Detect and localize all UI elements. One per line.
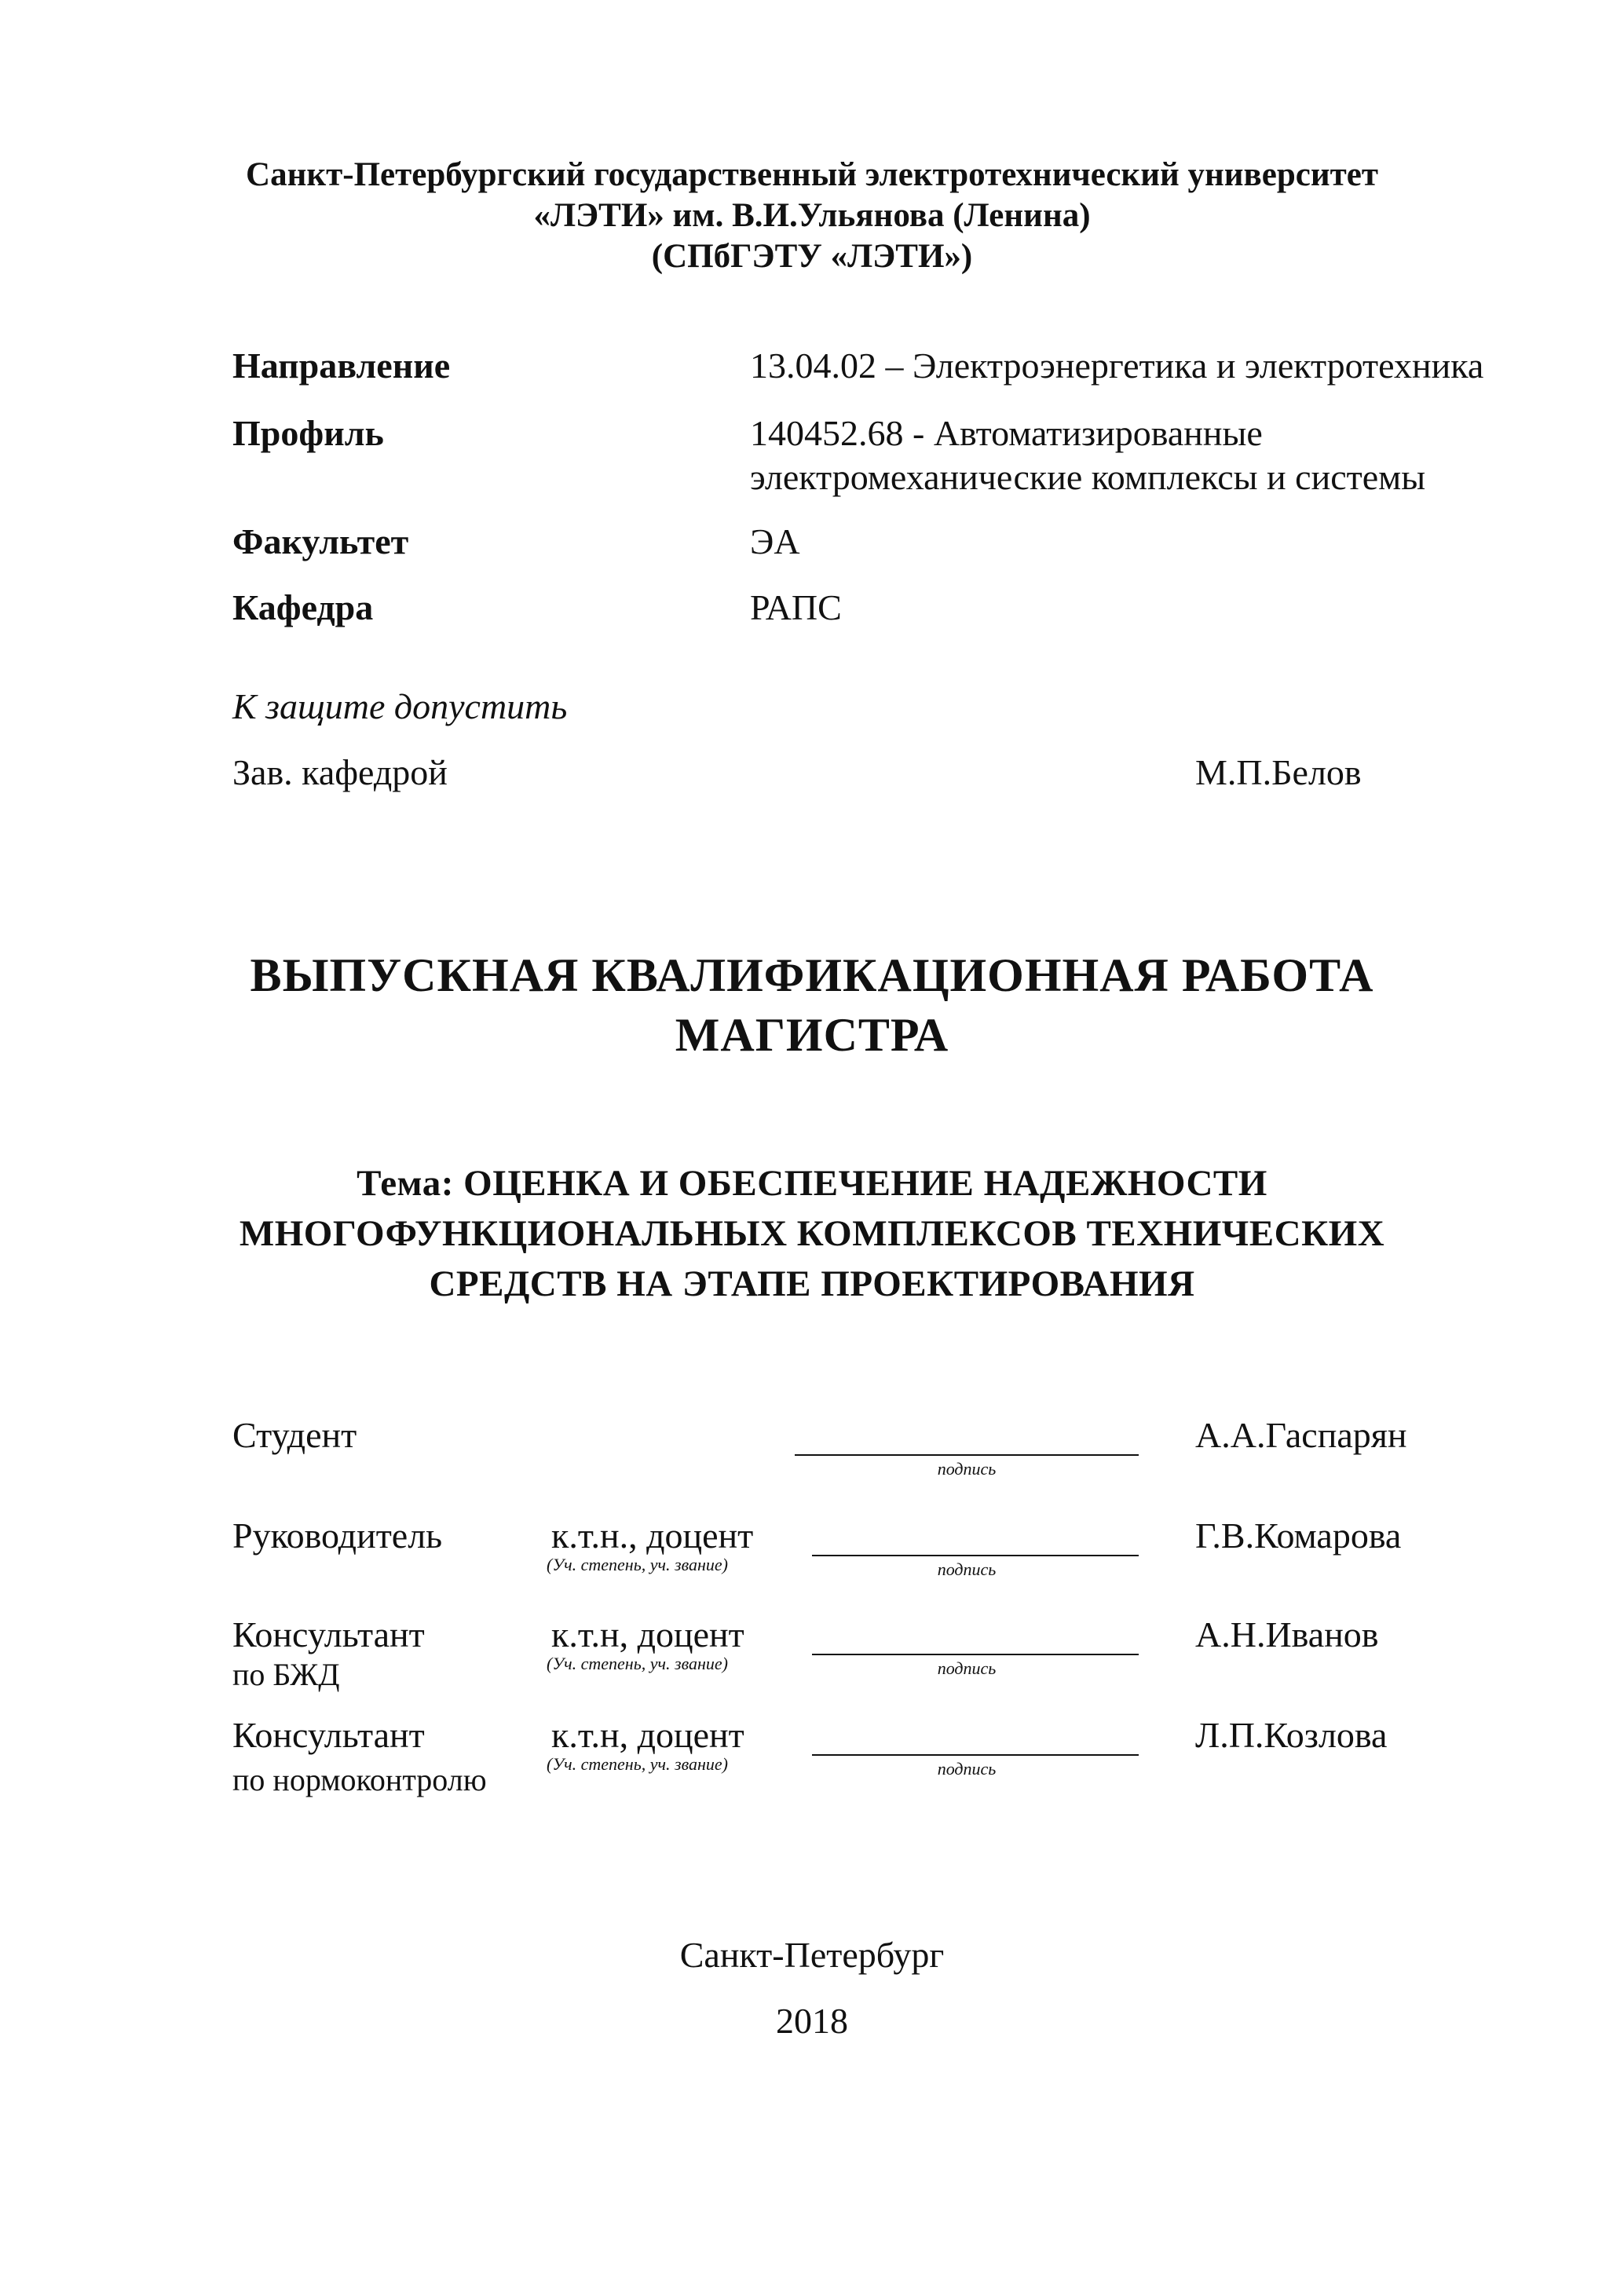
safety-consultant-signature-hint: подпись [937,1658,997,1678]
department-head-name: М.П.Белов [1195,752,1362,792]
standards-consultant-signature-hint: подпись [937,1759,997,1779]
topic-line3: СРЕДСТВ НА ЭТАПЕ ПРОЕКТИРОВАНИЯ [429,1263,1195,1304]
student-signature-hint: подпись [937,1459,997,1479]
safety-consultant-role: Консультант [232,1614,425,1654]
topic-prefix: Тема: [357,1163,454,1204]
safety-consultant-degree: к.т.н, доцент [551,1614,744,1654]
student-signature-line [795,1454,1139,1456]
supervisor-degree: к.т.н., доцент [551,1515,754,1556]
footer-city: Санкт-Петербург [679,1935,945,1975]
safety-consultant-signature-line [812,1654,1139,1655]
topic-text-line1: ОЦЕНКА И ОБЕСПЕЧЕНИЕ НАДЕЖНОСТИ [463,1163,1267,1204]
safety-consultant-role-detail: по БЖД [232,1657,340,1692]
university-named-after: «ЛЭТИ» им. В.И.Ульянова (Ленина) [533,197,1091,234]
direction-value: 13.04.02 – Электроэнергетика и электротехника [750,345,1484,386]
topic-line1 [0,1161,1624,1206]
footer-year: 2018 [776,2001,848,2041]
profile-value-line1: 140452.68 - Автоматизированные [750,413,1263,453]
standards-consultant-signature-line [812,1754,1139,1756]
admission-title: К защите допустить [232,686,568,726]
supervisor-signature-hint: подпись [937,1559,997,1579]
supervisor-signature-line [812,1555,1139,1556]
standards-consultant-role: Консультант [232,1715,425,1755]
department-label: Кафедра [232,587,374,627]
safety-consultant-name: А.Н.Иванов [1195,1614,1379,1654]
direction-label: Направление [232,345,451,386]
standards-consultant-name: Л.П.Козлова [1195,1715,1388,1755]
supervisor-degree-hint: (Уч. степень, уч. звание) [547,1555,728,1574]
standards-consultant-degree-hint: (Уч. степень, уч. звание) [547,1754,728,1774]
supervisor-role: Руководитель [232,1515,443,1556]
student-role: Студент [232,1415,357,1455]
standards-consultant-role-detail: по нормоконтролю [232,1762,487,1797]
safety-consultant-degree-hint: (Уч. степень, уч. звание) [547,1654,728,1673]
profile-value-line2: электромеханические комплексы и системы [750,457,1426,497]
profile-label: Профиль [232,413,384,453]
faculty-value: ЭА [750,521,800,561]
faculty-label: Факультет [232,521,409,561]
department-value: РАПС [750,587,842,627]
student-name: А.А.Гаспарян [1195,1415,1407,1455]
university-abbreviation: (СПбГЭТУ «ЛЭТИ») [651,238,973,275]
topic-line2: МНОГОФУНКЦИОНАЛЬНЫХ КОМПЛЕКСОВ ТЕХНИЧЕСКИХ [239,1213,1385,1254]
work-title-line2: МАГИСТРА [675,1009,949,1061]
standards-consultant-degree: к.т.н, доцент [551,1715,744,1755]
work-title-line1: ВЫПУСКНАЯ КВАЛИФИКАЦИОННАЯ РАБОТА [250,949,1374,1001]
university-name: Санкт-Петербургский государственный электротехнический университет [246,156,1378,193]
department-head-label: Зав. кафедрой [232,752,448,792]
supervisor-name: Г.В.Комарова [1195,1515,1402,1556]
